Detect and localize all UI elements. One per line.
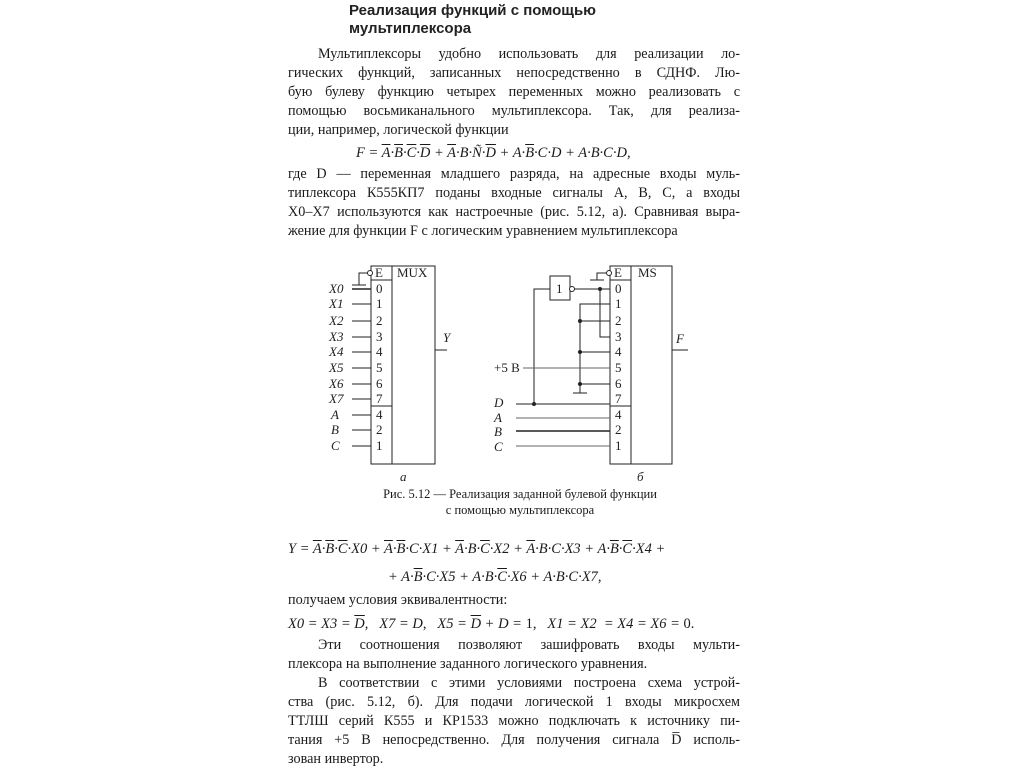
svg-text:B: B: [494, 424, 502, 439]
svg-text:3: 3: [376, 329, 383, 344]
svg-text:5: 5: [615, 360, 622, 375]
svg-text:6: 6: [376, 376, 383, 391]
equiv-conditions: $X0 = X3 = \overline{D}$, X7 = D, $X5 = \overline{D} + D = 1$, X1 = X2 = X4 = X6 = 0.: [288, 616, 695, 632]
svg-text:4: 4: [615, 344, 622, 359]
supply-label: +5 В: [494, 360, 520, 375]
svg-text:1: 1: [615, 438, 622, 453]
text-line: Эти соотношения позволяют зашифровать входы мульти-: [318, 637, 740, 653]
svg-text:X5: X5: [329, 360, 344, 375]
text-line: получаем условия эквивалентности:: [288, 592, 508, 608]
text-line: типлексора К555КП7 поданы входные сигналы A, B, C, а входы: [288, 185, 740, 201]
svg-text:1: 1: [376, 438, 383, 453]
inverter-label: 1: [556, 281, 563, 296]
formula-f: $F = \overline{A}\cdot\overline{B}\cdot\overline{C}\cdot\overline{D}$ + $\overline{A}\cdot B\cdot Ñ\cdot\overline{D} + A\cdot\overline{B}\cdot C\cdot D + A\cdot B\cdot C\cdot D$,: [356, 145, 631, 161]
text-line: В соответствии с этими условиями построена схема устрой-: [318, 675, 740, 691]
mux-block-label: MUX: [397, 265, 428, 280]
ms-block-label: MS: [638, 265, 657, 280]
svg-text:2: 2: [376, 422, 383, 437]
mux-enable-label: E: [375, 265, 383, 280]
svg-text:E: E: [614, 265, 622, 280]
formula-y-line1: $Y = \overline{A}\cdot\overline{B}\cdot\overline{C}\cdot X0 + \overline{A}\cdot\overline{B}\cdot C\cdot X1 + \overline{A}\cdot B\cdot\overline{C}\cdot X2 + \overline{A}\cdot B\cdot C\cdot X3 + A\cdot\overline{B}\cdot\overline{C}\cdot X4$ +: [288, 541, 666, 557]
figure-caption: [340, 486, 700, 518]
text-line: зован инвертор.: [288, 751, 384, 767]
ms-output-label: F: [676, 331, 684, 346]
text-line: ТТЛШ серий К555 и КР1533 можно подключать к источнику пи-: [288, 713, 740, 729]
svg-text:C: C: [494, 439, 503, 454]
svg-text:3: 3: [615, 329, 622, 344]
text-line: бую булеву функцию четырех переменных можно реализовать с: [288, 84, 740, 100]
formula-y-line2: + $A\cdot\overline{B}\cdot C\cdot X5 + A\cdot B\cdot\overline{C}\cdot X6 + A\cdot B\cdot C\cdot X7$,: [388, 569, 602, 585]
text-line: тания +5 В непосредственно. Для получения сигнала D̅ исполь-: [288, 732, 740, 748]
equiv-intro: [288, 591, 740, 610]
svg-text:X7: X7: [329, 391, 344, 406]
svg-text:X1: X1: [329, 296, 344, 311]
text-line: ции, например, логической функции: [288, 122, 509, 138]
svg-text:0: 0: [615, 281, 622, 296]
svg-text:2: 2: [376, 313, 383, 328]
svg-text:6: 6: [615, 376, 622, 391]
svg-text:4: 4: [376, 407, 383, 422]
svg-text:0: 0: [376, 281, 383, 296]
svg-text:а: а: [400, 469, 407, 484]
svg-text:B: B: [331, 422, 339, 437]
svg-text:7: 7: [376, 391, 383, 406]
svg-text:4: 4: [376, 344, 383, 359]
svg-text:2: 2: [615, 313, 622, 328]
svg-text:A: A: [331, 407, 339, 422]
section-title-line2: мультиплексора: [349, 20, 472, 37]
svg-text:X2: X2: [329, 313, 344, 328]
text-line: помощью восьмиканального мультиплексора. Так, для реализа-: [288, 103, 740, 119]
svg-text:1: 1: [615, 296, 622, 311]
caption-line2: с помощью мультиплексора: [445, 503, 595, 517]
svg-text:X6: X6: [329, 376, 344, 391]
text-line: X0–X7 используются как настроечные (рис. 5.12, а). Сравнивая выра-: [288, 204, 740, 220]
text-line: ства (рис. 5.12, б). Для подачи логической 1 входы микросхем: [288, 694, 740, 710]
text-line: плексора на выполнение заданного логического уравнения.: [288, 656, 648, 672]
svg-text:2: 2: [615, 422, 622, 437]
text-line: где D — переменная младшего разряда, на адресные входы муль-: [288, 166, 740, 182]
text-line: жение для функции F с логическим уравнением мультиплексора: [288, 223, 678, 239]
svg-text:A: A: [494, 410, 502, 425]
section-title-line1: Реализация функций с помощью: [349, 2, 596, 19]
svg-text:X4: X4: [329, 344, 344, 359]
svg-text:б: б: [637, 469, 644, 484]
svg-text:5: 5: [376, 360, 383, 375]
svg-text:7: 7: [615, 391, 622, 406]
mux-output-label: Y: [443, 330, 451, 345]
conclusion-paragraph: [288, 636, 740, 769]
caption-line1: Рис. 5.12 — Реализация заданной булевой функции: [383, 487, 657, 501]
svg-text:4: 4: [615, 407, 622, 422]
text-line: гических функций, записанных непосредственно в СДНФ. Лю-: [288, 65, 740, 81]
text-line: Мультиплексоры удобно использовать для реализации ло-: [318, 46, 740, 62]
svg-text:1: 1: [376, 296, 383, 311]
svg-text:X0: X0: [329, 281, 344, 296]
svg-text:C: C: [331, 438, 340, 453]
svg-text:D: D: [494, 395, 504, 410]
svg-text:X3: X3: [329, 329, 344, 344]
